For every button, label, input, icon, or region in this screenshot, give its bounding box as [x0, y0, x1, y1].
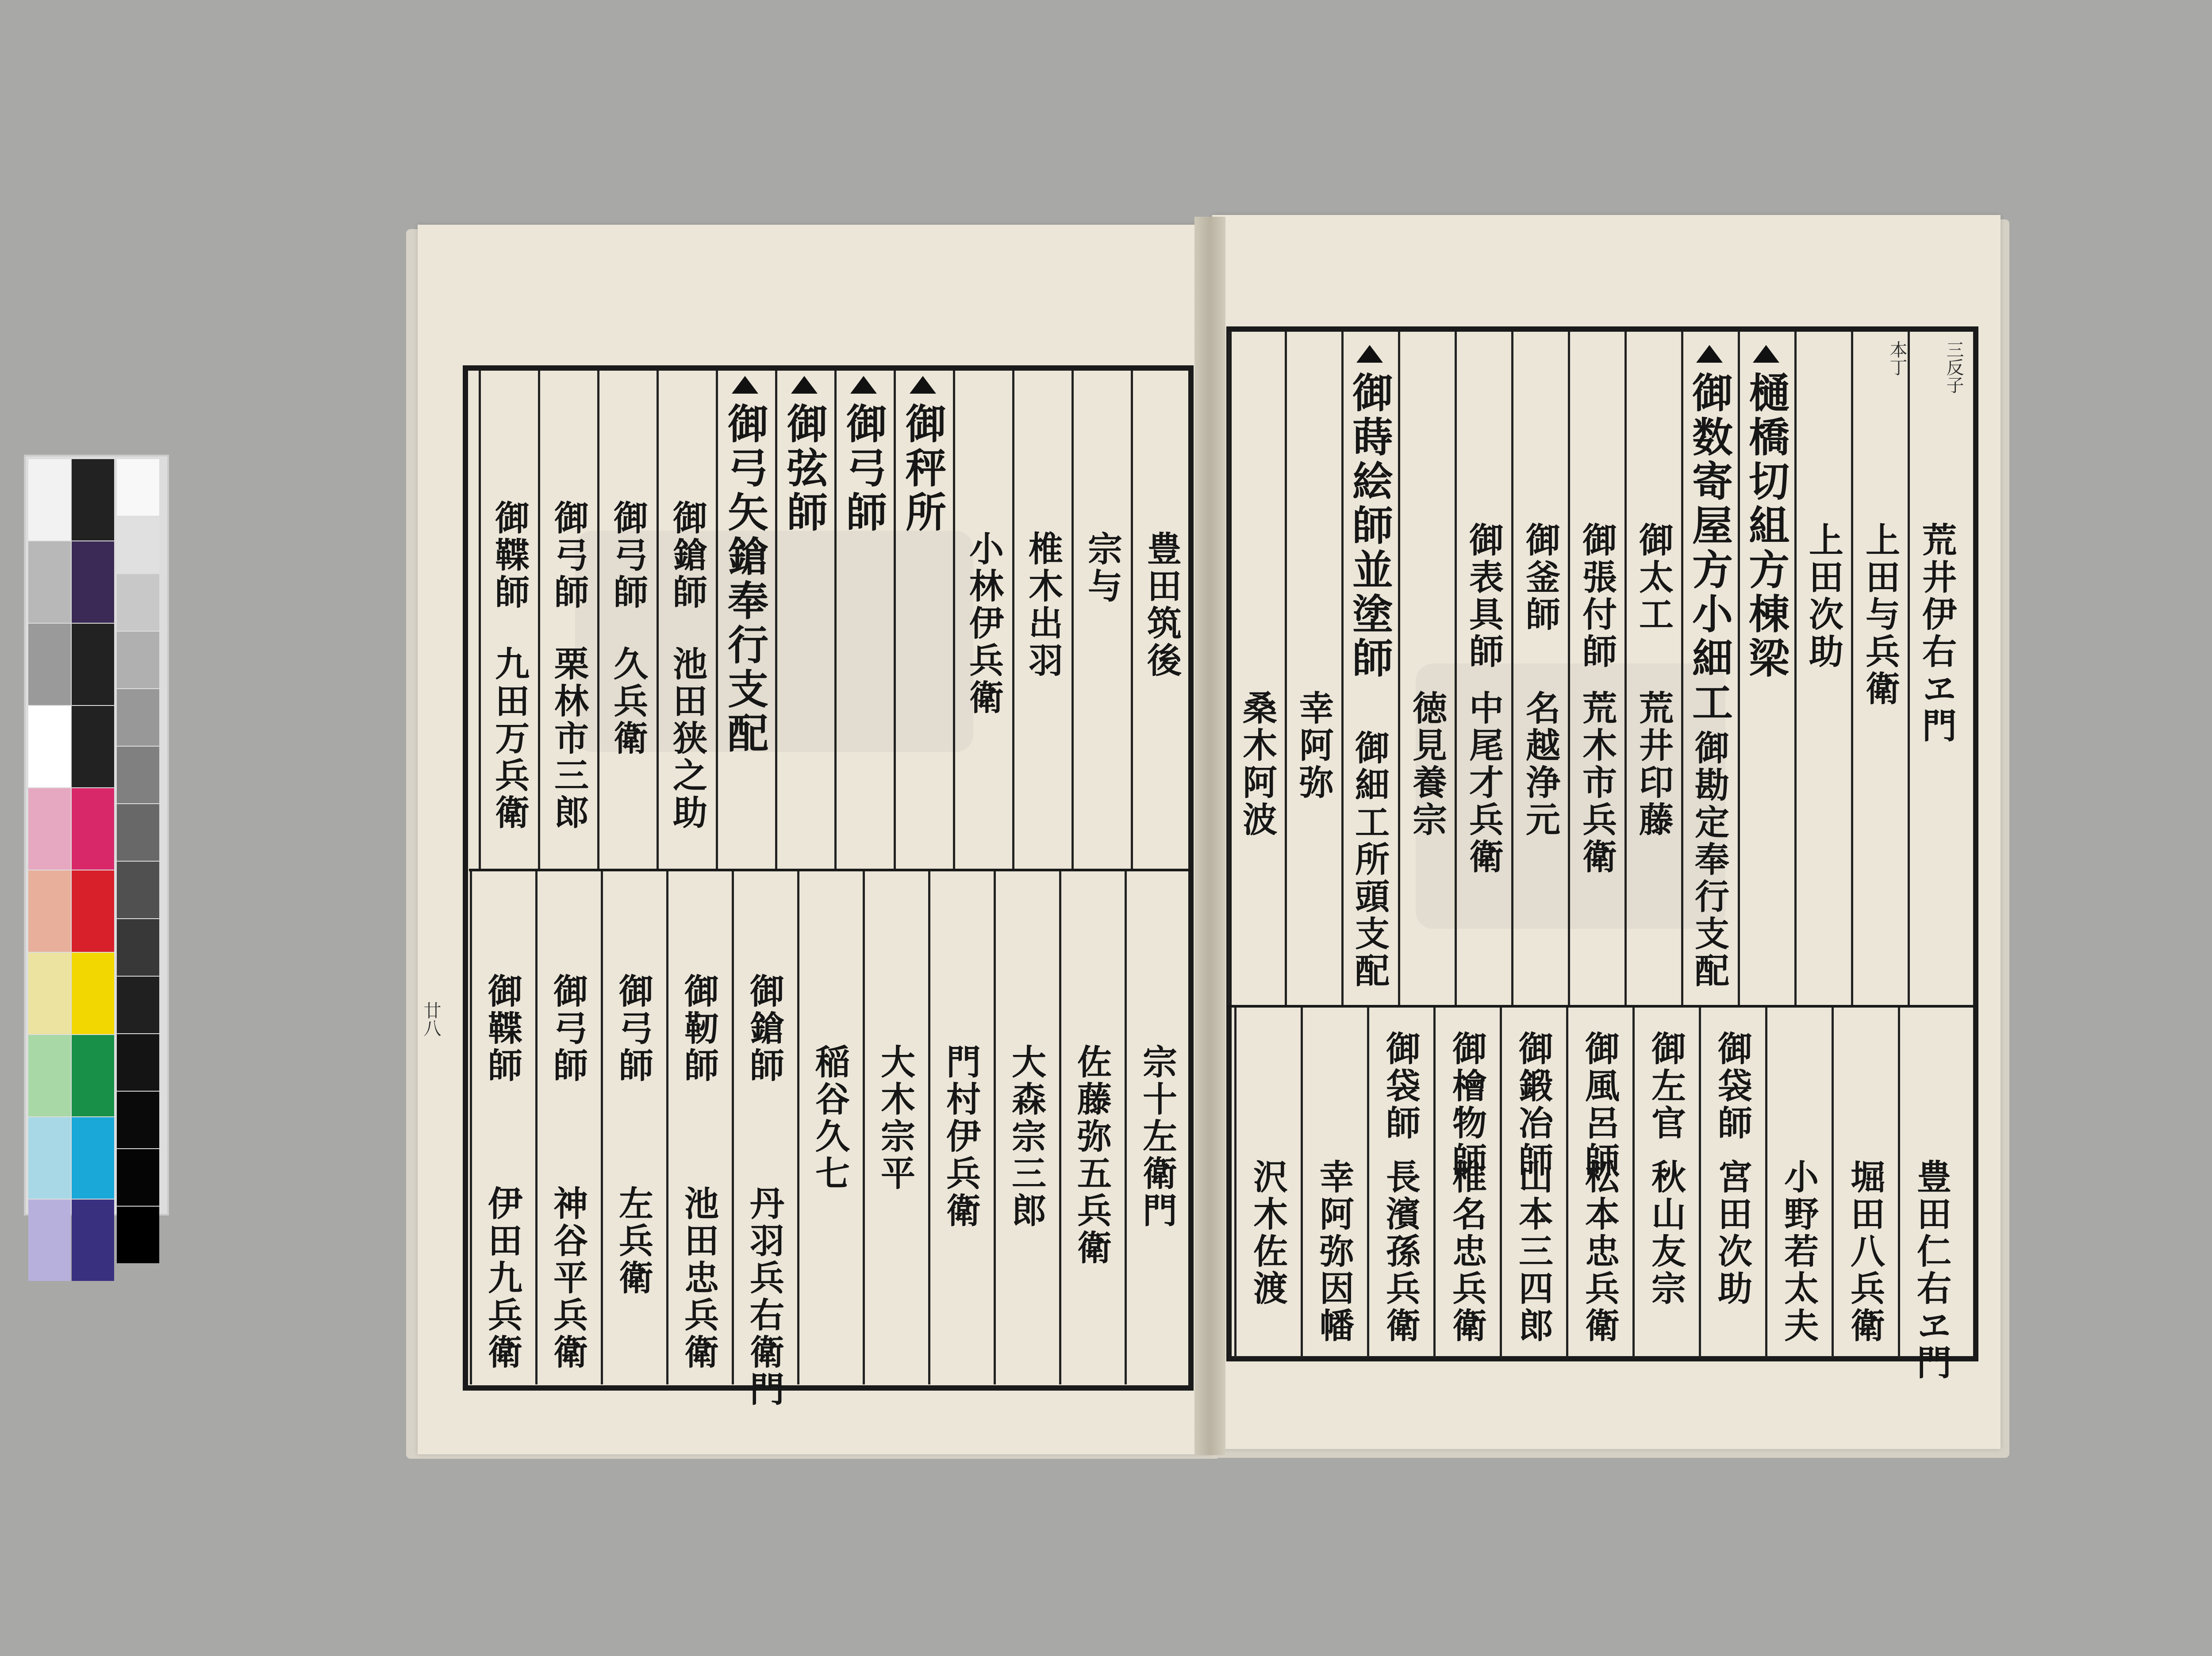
person-name: 池田狭之助: [667, 646, 707, 832]
person-name: 神谷平兵衛: [548, 1185, 588, 1371]
triangle-marker-icon: [791, 376, 818, 394]
craft-title: 御鎗師: [667, 500, 707, 611]
craft-title: 御檜物師: [1447, 1031, 1487, 1179]
person-name: 椎木出羽: [1023, 531, 1063, 679]
craft-title: 御風呂師: [1579, 1031, 1620, 1179]
column-rule: [1898, 1008, 1900, 1358]
column-rule: [1012, 371, 1014, 869]
craft-title: 御靭師: [679, 973, 719, 1085]
column-rule: [928, 871, 930, 1384]
checker-swatch: [117, 1207, 159, 1263]
checker-swatch: [117, 574, 159, 631]
column-rule: [1301, 1008, 1303, 1358]
checker-swatch: [28, 788, 71, 870]
checker-swatch: [72, 870, 114, 952]
column-rule: [1851, 332, 1853, 1005]
column-rule: [657, 371, 659, 869]
person-name: 栗林市三郎: [549, 646, 589, 832]
section-heading: 御弓矢鎗奉行支配: [721, 402, 769, 756]
craft-title: 御左官: [1646, 1031, 1686, 1142]
section-heading: 御秤所: [899, 402, 947, 535]
person-name: 九田万兵衛: [489, 646, 530, 832]
column-rule: [597, 371, 599, 869]
checker-swatch: [72, 541, 114, 623]
checker-swatch: [72, 953, 114, 1034]
craft-title: 御鎗師: [744, 973, 784, 1085]
craft-title: 御袋師: [1380, 1031, 1421, 1142]
column-rule: [894, 371, 896, 869]
person-name: 池田忠兵衛: [679, 1185, 719, 1371]
craft-title: 御弓師: [549, 500, 589, 611]
craft-title: 御弓師: [548, 973, 588, 1085]
checker-swatch: [28, 870, 71, 952]
column-rule: [470, 871, 472, 1384]
column-rule: [601, 871, 603, 1384]
color-checker-card: [24, 455, 169, 1215]
column-rule: [535, 871, 538, 1384]
column-rule: [1285, 332, 1287, 1005]
checker-swatch: [28, 459, 71, 540]
triangle-marker-icon: [850, 376, 877, 394]
person-name: 小野若太夫: [1778, 1159, 1819, 1345]
checker-swatch: [28, 1117, 71, 1199]
person-name: 大木宗平: [875, 1044, 915, 1192]
section-heading: 御弓師: [840, 402, 887, 535]
craft-title: 荒井伊右ヱ門: [1916, 522, 1957, 745]
column-rule: [1908, 332, 1910, 1005]
person-name: 長濱孫兵衛: [1380, 1159, 1421, 1345]
person-name: 宗与: [1082, 531, 1122, 605]
craft-title: 御鞢師: [482, 973, 522, 1085]
column-rule: [797, 871, 799, 1384]
person-name: 豊田筑後: [1141, 531, 1182, 679]
right-page-divider: [1232, 1005, 1975, 1008]
column-rule: [479, 371, 481, 869]
person-name: 豊田仁右ヱ門: [1911, 1159, 1951, 1382]
column-rule: [1568, 332, 1570, 1005]
person-name: 桑木阿波: [1237, 690, 1277, 839]
checker-swatch: [117, 689, 159, 746]
person-name: 名越浄元: [1520, 690, 1560, 839]
craft-title: 上田与兵衛: [1860, 522, 1900, 708]
column-rule: [716, 371, 718, 869]
column-rule: [1632, 1008, 1635, 1358]
column-rule: [732, 871, 734, 1384]
book-gutter: [1194, 217, 1225, 1455]
triangle-marker-icon: [1753, 345, 1779, 363]
craft-title: 御釜師: [1520, 522, 1560, 633]
person-name: 大森宗三郎: [1006, 1044, 1046, 1230]
person-name: 宗十左衛門: [1137, 1044, 1177, 1230]
craft-title: 御弓師: [613, 973, 653, 1085]
craft-title: 上田次助: [1803, 522, 1843, 671]
person-name: 沢木佐渡: [1248, 1159, 1288, 1307]
person-name: 山本三四郎: [1513, 1159, 1553, 1345]
craft-title: 御袋師: [1712, 1031, 1752, 1142]
column-rule: [1738, 332, 1740, 1005]
triangle-marker-icon: [1696, 345, 1723, 363]
person-name: 中尾才兵衛: [1463, 690, 1504, 876]
section-subheading: 御細工所頭支配: [1349, 730, 1390, 990]
column-rule: [1624, 332, 1627, 1005]
column-rule: [1228, 332, 1230, 1005]
person-name: 徳見養宗: [1407, 690, 1447, 839]
checker-swatch: [117, 1149, 159, 1206]
person-name: 丹羽兵右衛門: [744, 1185, 784, 1408]
person-name: 伊田九兵衛: [482, 1185, 522, 1371]
person-name: 久兵衛: [608, 646, 648, 757]
column-rule: [1794, 332, 1797, 1005]
checker-swatch: [117, 517, 159, 573]
column-rule: [1765, 1008, 1767, 1358]
column-rule: [1500, 1008, 1502, 1358]
column-rule: [953, 371, 955, 869]
checker-swatch: [72, 1200, 114, 1281]
person-name: 左兵衛: [613, 1185, 653, 1297]
column-rule: [1234, 1008, 1237, 1358]
person-name: 佐藤弥五兵衛: [1071, 1044, 1112, 1267]
craft-title: 御鞢師: [489, 500, 530, 611]
checker-swatch: [117, 862, 159, 918]
column-rule: [863, 871, 865, 1384]
person-name: 荒木市兵衛: [1577, 690, 1617, 876]
column-rule: [1071, 371, 1074, 869]
column-rule: [1059, 871, 1061, 1384]
column-rule: [1455, 332, 1457, 1005]
column-rule: [1832, 1008, 1834, 1358]
column-rule: [834, 371, 837, 869]
checker-swatch: [117, 632, 159, 688]
checker-swatch: [72, 1035, 114, 1116]
column-rule: [1367, 1008, 1369, 1358]
person-name: 松本忠兵衛: [1579, 1159, 1620, 1345]
person-name: 幸阿弥: [1294, 690, 1334, 801]
section-heading: 御弦師: [780, 402, 828, 535]
column-rule: [1511, 332, 1513, 1005]
checker-swatch: [28, 624, 71, 705]
section-heading: 御数寄屋方小細工: [1686, 372, 1733, 725]
person-name: 門村伊兵衛: [941, 1044, 981, 1230]
checker-swatch: [117, 459, 159, 516]
column-rule: [538, 371, 540, 869]
checker-swatch: [117, 747, 159, 803]
checker-swatch: [28, 1200, 71, 1281]
section-heading: 御蒔絵師並塗師: [1346, 372, 1394, 681]
person-name: 小林伊兵衛: [964, 531, 1004, 717]
checker-swatch: [28, 541, 71, 623]
person-name: 宮田次助: [1712, 1159, 1752, 1307]
column-rule: [1125, 871, 1127, 1384]
person-name: 幸阿弥因幡: [1314, 1159, 1354, 1345]
checker-swatch: [28, 1035, 71, 1116]
checker-swatch: [72, 1117, 114, 1199]
checker-swatch: [72, 459, 114, 540]
triangle-marker-icon: [1356, 345, 1383, 363]
column-rule: [1433, 1008, 1436, 1358]
craft-title: 御太工: [1633, 522, 1674, 633]
checker-swatch: [117, 1092, 159, 1148]
entry-note: 本丁: [1887, 341, 1907, 376]
column-rule: [1131, 371, 1133, 869]
page-folio: 廿八: [421, 1001, 441, 1037]
column-rule: [1566, 1008, 1568, 1358]
section-heading: 樋橋切組方棟梁: [1742, 372, 1790, 681]
checker-gray-column: [117, 459, 159, 1264]
checker-swatch: [117, 804, 159, 861]
person-name: 椎名忠兵衛: [1447, 1159, 1487, 1345]
column-rule: [1398, 332, 1400, 1005]
person-name: 秋山友宗: [1646, 1159, 1686, 1307]
column-rule: [775, 371, 777, 869]
craft-title: 御弓師: [608, 500, 648, 611]
checker-swatch: [28, 953, 71, 1034]
left-page-divider: [469, 869, 1190, 871]
checker-color-column: [72, 459, 114, 1282]
column-rule: [1341, 332, 1344, 1005]
craft-title: 御鍛冶師: [1513, 1031, 1553, 1179]
column-rule: [666, 871, 668, 1384]
craft-title: 御表具師: [1463, 522, 1504, 671]
checker-swatch: [72, 624, 114, 705]
craft-title: 御張付師: [1577, 522, 1617, 671]
checker-swatch: [72, 706, 114, 787]
column-rule: [1699, 1008, 1701, 1358]
person-name: 荒井印藤: [1633, 690, 1674, 839]
person-name: 稲谷久七: [810, 1044, 850, 1192]
checker-color-column: [28, 459, 71, 1282]
checker-swatch: [72, 788, 114, 870]
checker-swatch: [117, 977, 159, 1033]
person-name: 堀田八兵衛: [1845, 1159, 1885, 1345]
section-subheading: 御勘定奉行支配: [1689, 730, 1729, 990]
entry-note: 三反子: [1943, 341, 1964, 394]
column-rule: [994, 871, 996, 1384]
checker-swatch: [117, 1034, 159, 1091]
column-rule: [1681, 332, 1683, 1005]
triangle-marker-icon: [910, 376, 936, 394]
triangle-marker-icon: [732, 376, 758, 394]
checker-swatch: [117, 919, 159, 976]
checker-swatch: [28, 706, 71, 787]
